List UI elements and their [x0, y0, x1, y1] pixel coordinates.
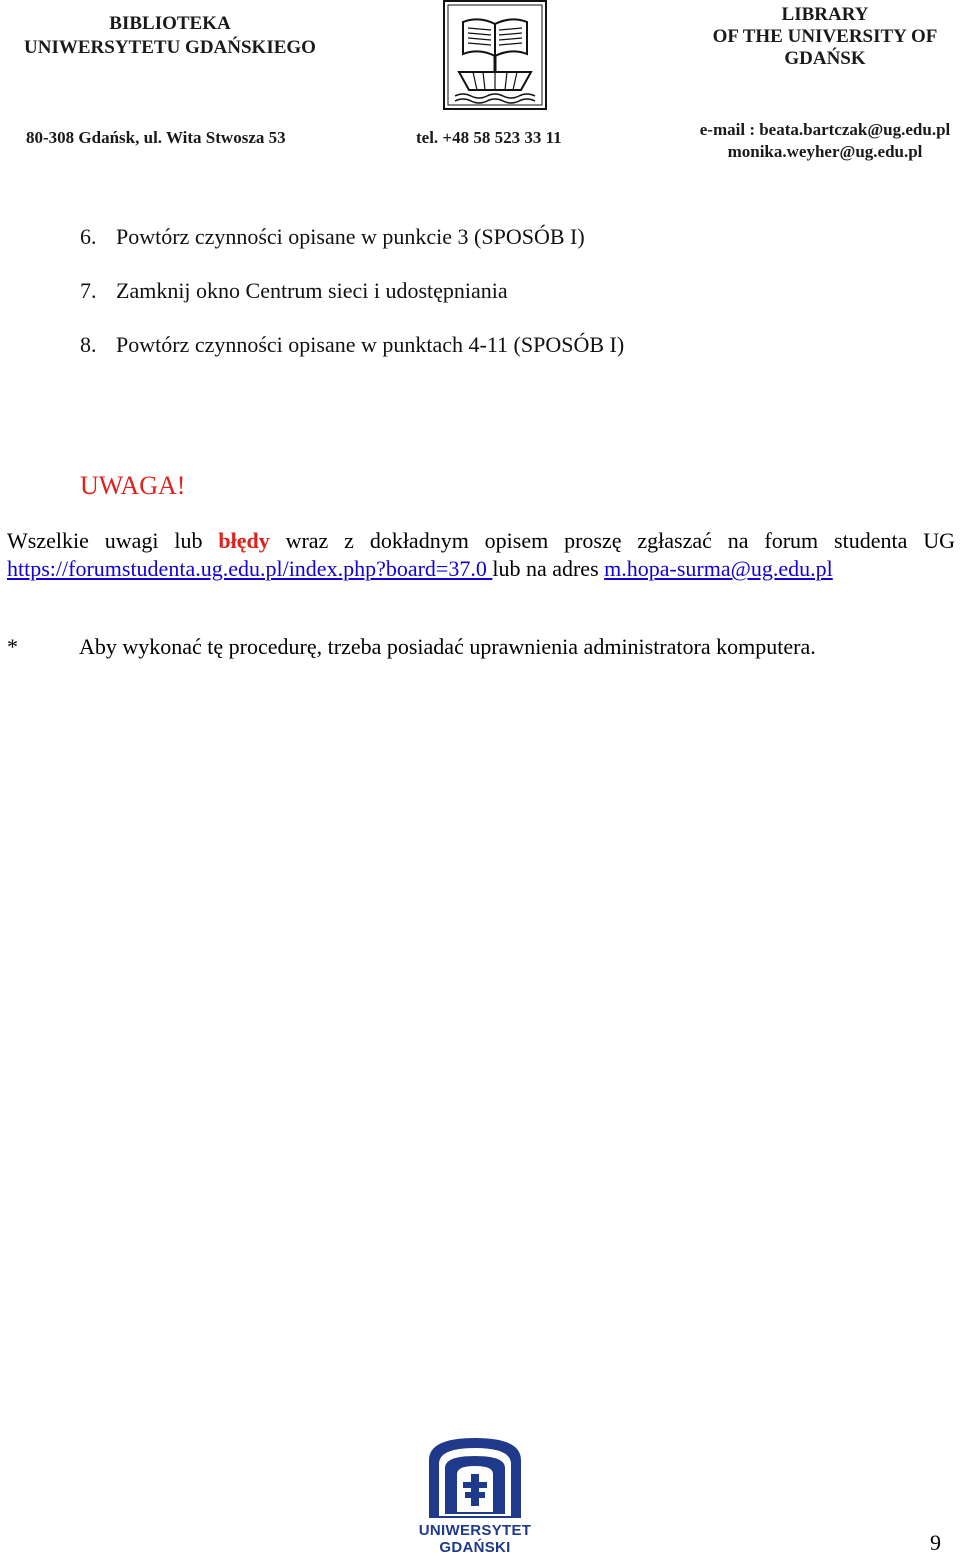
warning-highlight: błędy: [218, 528, 270, 553]
step-number: 7.: [80, 278, 97, 303]
step-6: [80, 224, 585, 250]
header-email-1[interactable]: e-mail : beata.bartczak@ug.edu.pl: [699, 120, 951, 139]
header-right-line3: GDAŃSK: [784, 48, 866, 69]
warning-text-before: Wszelkie uwagi lub: [7, 528, 219, 553]
step-7: [80, 278, 508, 304]
header-left-line1: BIBLIOTEKA: [109, 13, 231, 34]
footnote: [7, 634, 816, 660]
email-link[interactable]: m.hopa-surma@ug.edu.pl: [604, 556, 833, 581]
step-text: Zamknij okno Centrum sieci i udostępniania: [116, 278, 508, 303]
warning-title: UWAGA!: [80, 471, 186, 500]
warning-contact-line: [7, 554, 833, 584]
header-left-line2: UNIWERSYTETU GDAŃSKIEGO: [24, 37, 316, 58]
header-library-name-pl: [0, 12, 340, 60]
header-address: 80-308 Gdańsk, ul. Wita Stwosza 53: [26, 128, 286, 147]
library-logo: [443, 0, 547, 110]
step-number: 6.: [80, 224, 97, 249]
warning-text-after: wraz z dokładnym opisem proszę zgłaszać na forum studenta UG: [269, 528, 955, 553]
step-text: Powtórz czynności opisane w punktach 4-11 (SPOSÓB I): [116, 332, 625, 357]
warning-paragraph: [7, 526, 955, 556]
university-name: UNIWERSYTET GDAŃSKI: [418, 1522, 532, 1556]
page-number: 9: [930, 1530, 941, 1555]
ship-book-logo-icon: [443, 0, 547, 110]
ug-emblem-icon: [405, 1430, 545, 1522]
header-email-2[interactable]: monika.weyher@ug.edu.pl: [727, 142, 923, 161]
header-emails: [690, 119, 960, 163]
footnote-text: Aby wykonać tę procedurę, trzeba posiadać uprawnienia administratora komputera.: [79, 634, 816, 659]
footnote-star: *: [7, 634, 18, 659]
forum-link[interactable]: https://forumstudenta.ug.edu.pl/index.php?board=37.0: [7, 556, 493, 581]
header-right-line2: OF THE UNIVERSITY OF: [712, 26, 938, 47]
header-phone: tel. +48 58 523 33 11: [416, 128, 562, 147]
step-text: Powtórz czynności opisane w punkcie 3 (SPOSÓB I): [116, 224, 585, 249]
header-right-line1: LIBRARY: [781, 4, 869, 25]
step-number: 8.: [80, 332, 97, 357]
header-library-name-en: [690, 4, 960, 70]
step-8: [80, 332, 624, 358]
link-joiner: lub na adres: [492, 556, 605, 581]
